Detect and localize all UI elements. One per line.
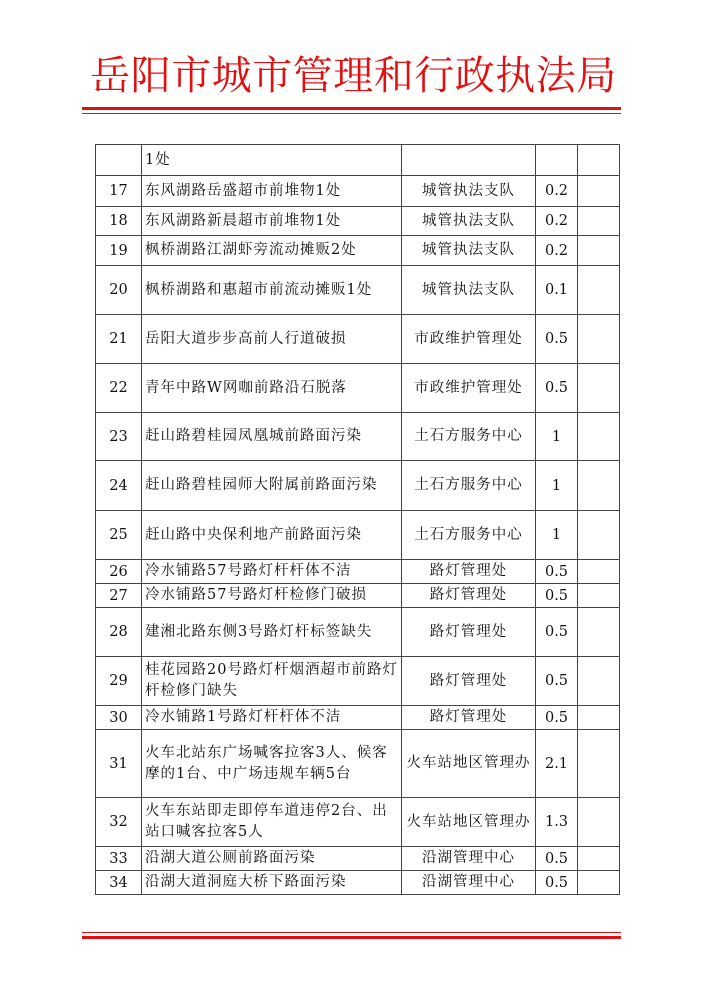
deduction-score: 1.3 [536,798,578,847]
deduction-score: 0.5 [536,364,578,413]
responsible-department: 沿湖管理中心 [402,871,536,895]
deduction-score: 1 [536,413,578,461]
extra-cell [578,413,620,461]
deduction-score: 0.5 [536,706,578,730]
row-number: 34 [96,871,142,895]
row-number: 17 [96,176,142,207]
issue-description: 建湘北路东侧3号路灯杆标签缺失 [142,608,402,657]
table-row [96,364,620,413]
extra-cell [578,364,620,413]
deduction-score: 0.5 [536,871,578,895]
deduction-score: 0.5 [536,657,578,706]
row-number: 18 [96,207,142,236]
responsible-department: 土石方服务中心 [402,511,536,560]
row-number: 21 [96,315,142,364]
extra-cell [578,176,620,207]
footer-rule-thick [82,936,621,939]
responsible-department: 火车站地区管理办 [402,730,536,798]
issue-description: 岳阳大道步步高前人行道破损 [142,315,402,364]
responsible-department: 沿湖管理中心 [402,847,536,871]
table-row [96,730,620,798]
row-number: 30 [96,706,142,730]
responsible-department [402,145,536,176]
table-row [96,145,620,176]
responsible-department: 市政维护管理处 [402,315,536,364]
responsible-department: 土石方服务中心 [402,461,536,511]
issue-description: 赶山路碧桂园师大附属前路面污染 [142,461,402,511]
issue-description: 桂花园路20号路灯杆烟酒超市前路灯杆检修门缺失 [142,657,402,706]
extra-cell [578,511,620,560]
header-rule-thin [82,113,621,114]
extra-cell [578,608,620,657]
issue-description: 青年中路W网咖前路沿石脱落 [142,364,402,413]
table-row [96,315,620,364]
issue-description: 火车北站东广场喊客拉客3人、候客摩的1台、中广场违规车辆5台 [142,730,402,798]
issue-description: 赶山路中央保利地产前路面污染 [142,511,402,560]
table-row [96,207,620,236]
extra-cell [578,584,620,608]
row-number: 23 [96,413,142,461]
issue-table [95,144,620,895]
extra-cell [578,236,620,266]
responsible-department: 路灯管理处 [402,608,536,657]
deduction-score: 0.1 [536,266,578,315]
row-number: 27 [96,584,142,608]
deduction-score: 0.5 [536,847,578,871]
responsible-department: 城管执法支队 [402,266,536,315]
table-row [96,657,620,706]
issue-description: 枫桥湖路江湖虾旁流动摊贩2处 [142,236,402,266]
extra-cell [578,560,620,584]
issue-description: 枫桥湖路和惠超市前流动摊贩1处 [142,266,402,315]
table-row [96,871,620,895]
responsible-department: 市政维护管理处 [402,364,536,413]
responsible-department: 城管执法支队 [402,236,536,266]
table-row [96,847,620,871]
footer-rule-thin [82,932,621,933]
table-row [96,584,620,608]
extra-cell [578,461,620,511]
extra-cell [578,847,620,871]
responsible-department: 路灯管理处 [402,706,536,730]
responsible-department: 火车站地区管理办 [402,798,536,847]
row-number: 19 [96,236,142,266]
row-number: 25 [96,511,142,560]
row-number [96,145,142,176]
row-number: 28 [96,608,142,657]
responsible-department: 城管执法支队 [402,207,536,236]
extra-cell [578,706,620,730]
row-number: 32 [96,798,142,847]
table-row [96,560,620,584]
extra-cell [578,730,620,798]
issue-description: 火车东站即走即停车道违停2台、出站口喊客拉客5人 [142,798,402,847]
issue-table-body [96,145,620,895]
issue-description: 沿湖大道公厕前路面污染 [142,847,402,871]
responsible-department: 路灯管理处 [402,584,536,608]
extra-cell [578,145,620,176]
deduction-score: 0.5 [536,315,578,364]
table-row [96,413,620,461]
deduction-score: 2.1 [536,730,578,798]
issue-description: 冷水铺路1号路灯杆杆体不洁 [142,706,402,730]
deduction-score [536,145,578,176]
extra-cell [578,871,620,895]
row-number: 20 [96,266,142,315]
table-row [96,176,620,207]
row-number: 29 [96,657,142,706]
table-row [96,511,620,560]
table-row [96,461,620,511]
table-row [96,266,620,315]
row-number: 22 [96,364,142,413]
deduction-score: 0.2 [536,207,578,236]
document-header-title: 岳阳市城市管理和行政执法局 [90,53,617,99]
extra-cell [578,798,620,847]
extra-cell [578,266,620,315]
table-row [96,608,620,657]
deduction-score: 0.5 [536,608,578,657]
deduction-score: 1 [536,511,578,560]
table-row [96,706,620,730]
responsible-department: 城管执法支队 [402,176,536,207]
responsible-department: 路灯管理处 [402,657,536,706]
deduction-score: 0.2 [536,236,578,266]
deduction-score: 0.2 [536,176,578,207]
deduction-score: 0.5 [536,560,578,584]
responsible-department: 路灯管理处 [402,560,536,584]
deduction-score: 1 [536,461,578,511]
responsible-department: 土石方服务中心 [402,413,536,461]
row-number: 24 [96,461,142,511]
issue-description: 1处 [142,145,402,176]
extra-cell [578,657,620,706]
issue-description: 赶山路碧桂园凤凰城前路面污染 [142,413,402,461]
issue-description: 冷水铺路57号路灯杆检修门破损 [142,584,402,608]
table-row [96,236,620,266]
issue-description: 东风湖路岳盛超市前堆物1处 [142,176,402,207]
row-number: 33 [96,847,142,871]
row-number: 26 [96,560,142,584]
row-number: 31 [96,730,142,798]
table-row [96,798,620,847]
issue-description: 沿湖大道洞庭大桥下路面污染 [142,871,402,895]
extra-cell [578,315,620,364]
extra-cell [578,207,620,236]
header-rule-thick [82,107,621,110]
issue-description: 冷水铺路57号路灯杆杆体不洁 [142,560,402,584]
deduction-score: 0.5 [536,584,578,608]
issue-description: 东风湖路新晨超市前堆物1处 [142,207,402,236]
